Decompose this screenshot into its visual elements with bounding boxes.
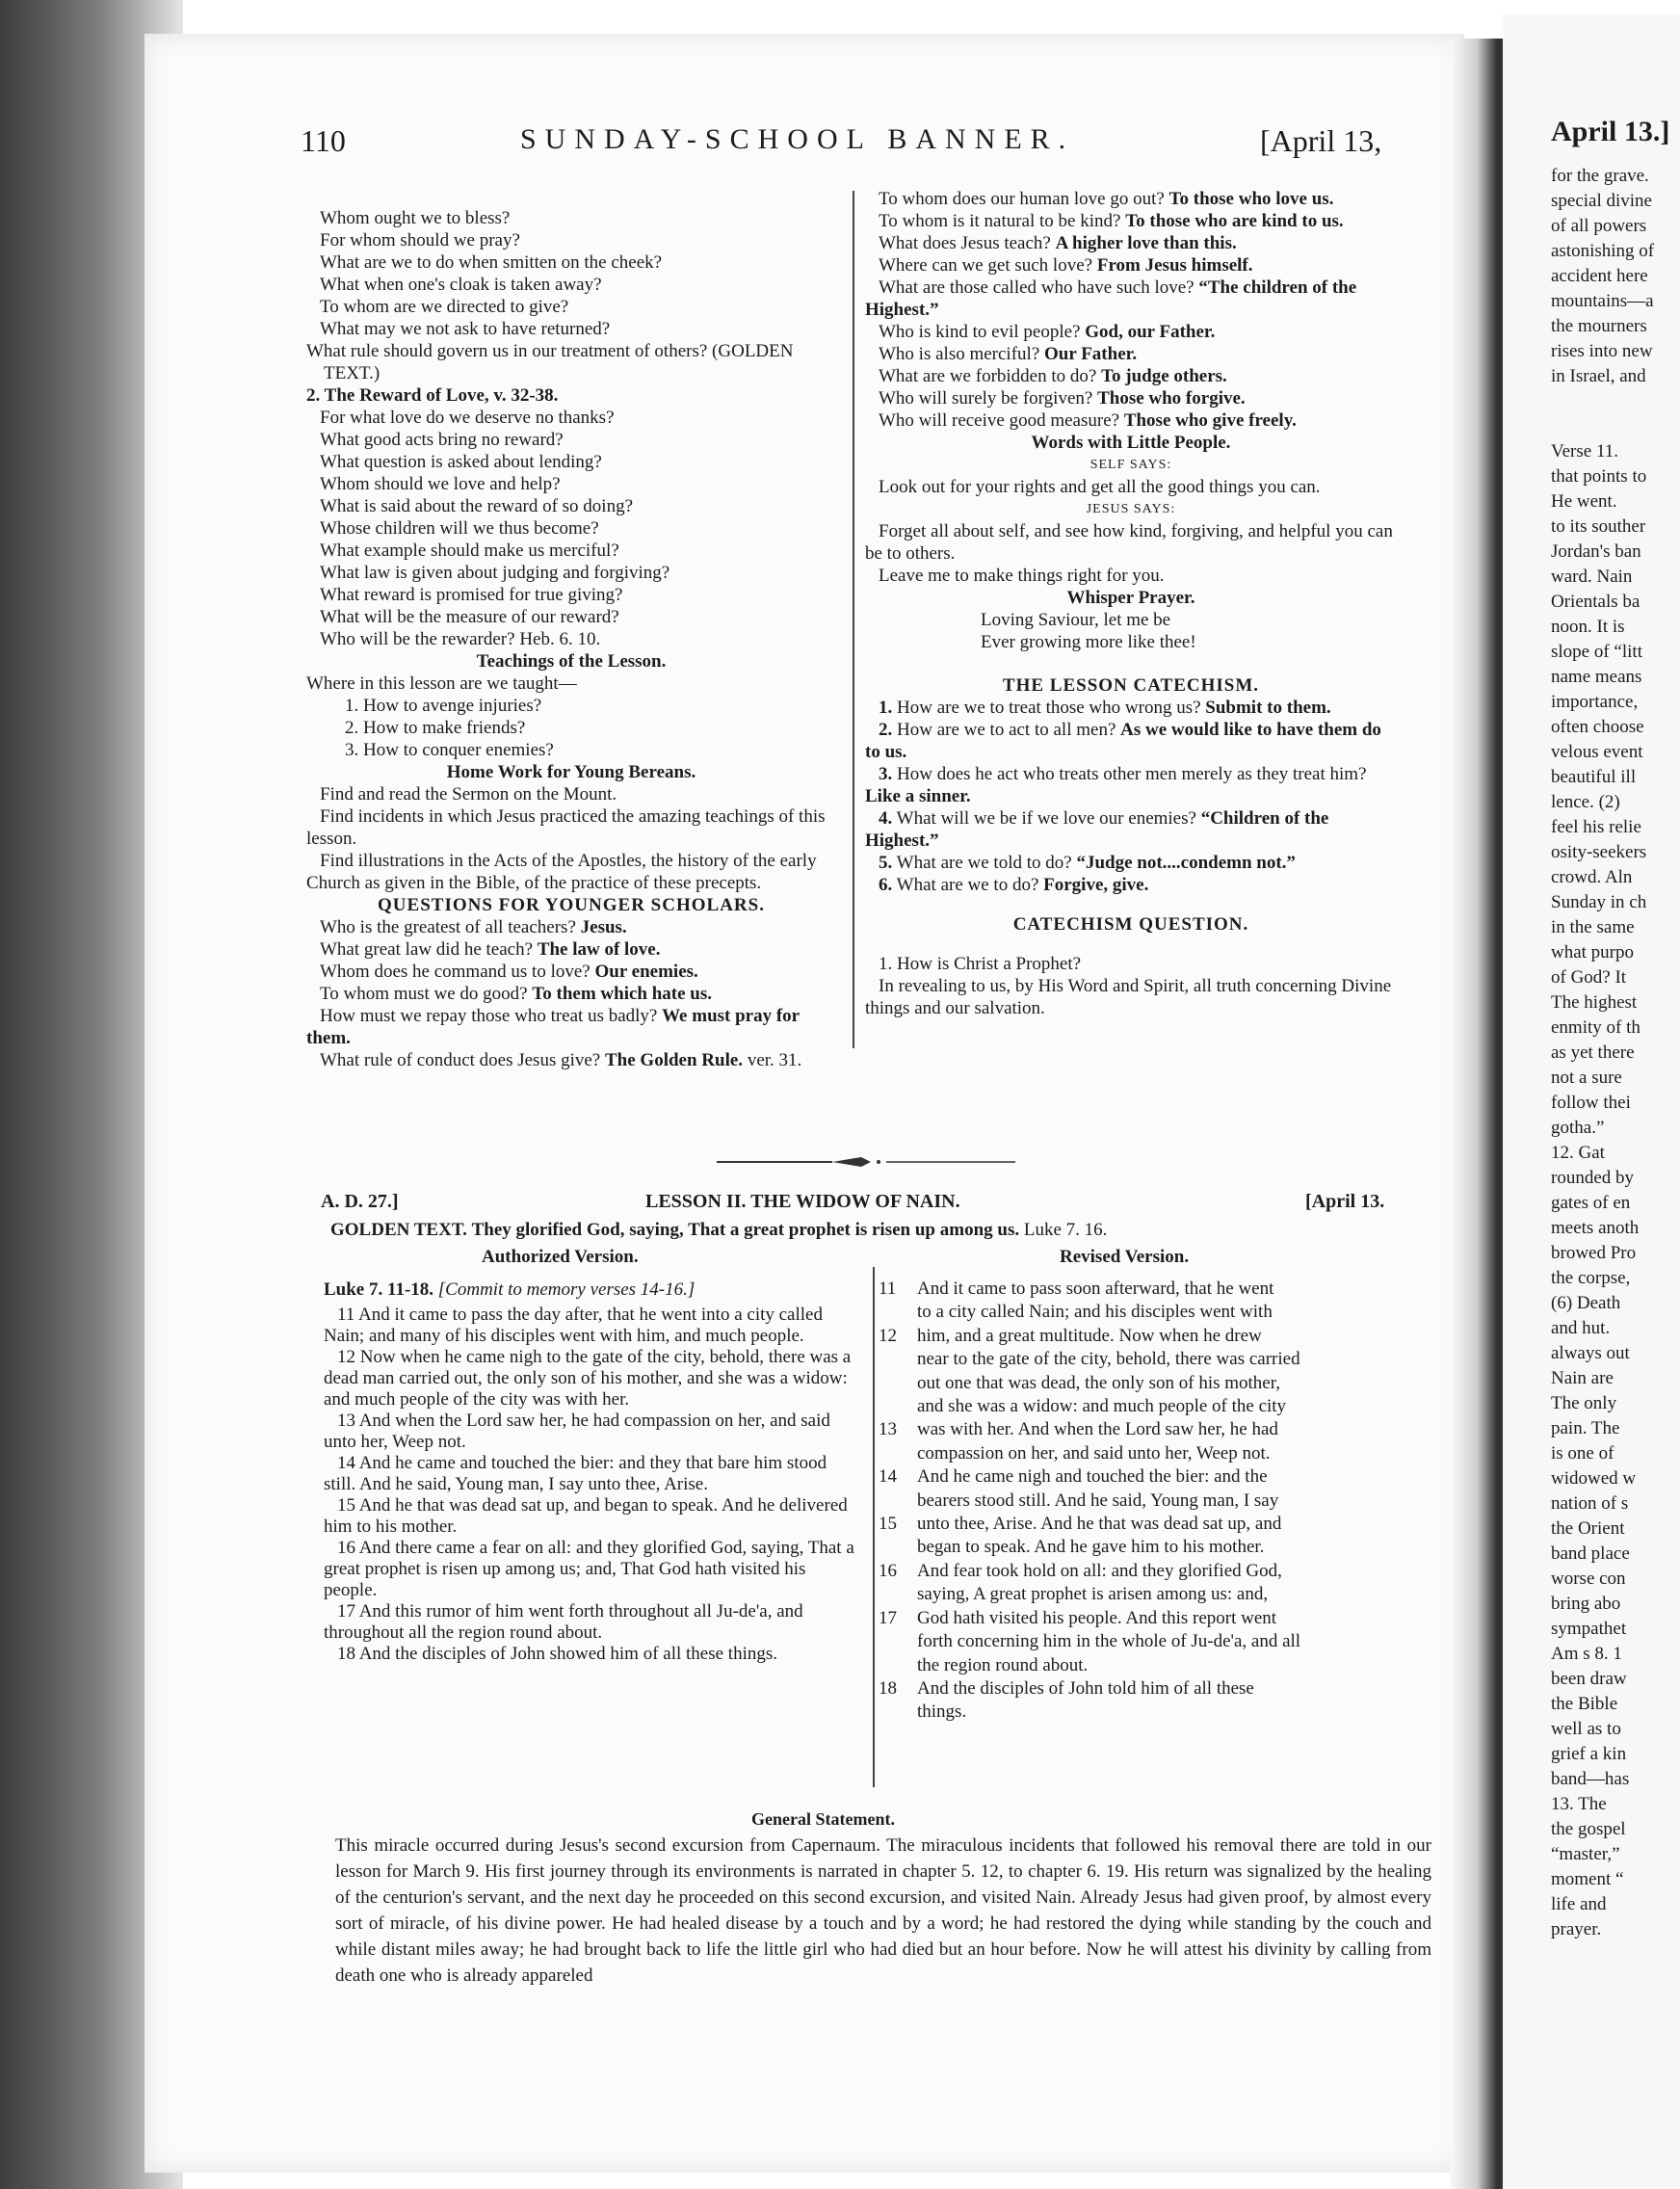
- verse-number: [879, 1701, 917, 1724]
- right-page-line: Nain are: [1551, 1368, 1614, 1388]
- verse-number: 16: [879, 1560, 897, 1581]
- verse-number: 17: [879, 1607, 897, 1628]
- catechism-answer: In revealing to us, by His Word and Spirit, all truth concerning Divine things and our salvation.: [865, 976, 1392, 1018]
- answer-text: Our Father.: [1044, 344, 1138, 364]
- answer-text: Forgive, give.: [1043, 875, 1149, 895]
- whisper-title: Whisper Prayer.: [1066, 588, 1195, 608]
- right-page-line: and hut.: [1551, 1318, 1611, 1338]
- verse-number: 18: [879, 1677, 897, 1699]
- right-page-line: The highest: [1551, 992, 1638, 1013]
- right-page-line: been draw: [1551, 1669, 1627, 1689]
- right-page-text: [1551, 164, 1654, 1942]
- right-page-line: as yet there: [1551, 1042, 1635, 1063]
- answer-text: To judge others.: [1101, 366, 1227, 386]
- question-text: How must we repay those who treat us badly?: [320, 1006, 658, 1026]
- prayer-line: Ever growing more like thee!: [981, 632, 1196, 652]
- right-page-line: in Israel, and: [1551, 366, 1646, 386]
- verse-text: near to the gate of the city, behold, there was carried: [917, 1349, 1300, 1370]
- right-page-line: Verse 11.: [1551, 441, 1618, 462]
- revised-line: [879, 1560, 1428, 1583]
- verse-number: [879, 1654, 917, 1677]
- homework-item: Find incidents in which Jesus practiced the amazing teachings of this lesson.: [306, 806, 826, 849]
- right-page-header: April 13.]: [1551, 116, 1670, 147]
- right-page-line: rounded by: [1551, 1168, 1635, 1188]
- revised-line: [879, 1395, 1428, 1418]
- verse-number: 15: [879, 1514, 897, 1535]
- catechism-question: 1. How is Christ a Prophet?: [879, 954, 1082, 974]
- right-page-line: well as to: [1551, 1719, 1621, 1739]
- question-text: Who is also merciful?: [879, 344, 1040, 364]
- question-text: Who will receive good measure?: [879, 410, 1120, 431]
- revised-line: [879, 1607, 1428, 1630]
- question-text: Who is the greatest of all teachers?: [320, 917, 576, 937]
- left-column: [306, 207, 836, 1071]
- teaching-item: 1. How to avenge injuries?: [345, 696, 542, 716]
- younger-qa-row: [306, 1049, 836, 1071]
- verse-text: saying, A great prophet is arisen among us: and,: [917, 1584, 1269, 1605]
- right-page-line: is one of: [1551, 1443, 1614, 1464]
- question-line: Whom should we love and help?: [320, 474, 561, 494]
- running-title: SUNDAY-SCHOOL BANNER.: [520, 123, 1075, 155]
- qa-row: [865, 365, 1397, 387]
- answer-text: Those who give freely.: [1123, 410, 1297, 431]
- right-page-line: always out: [1551, 1343, 1630, 1363]
- golden-text-line: [330, 1220, 1107, 1241]
- question-text: What are those called who have such love?: [879, 277, 1194, 298]
- verse-text: compassion on her, and said unto her, Weep not.: [917, 1442, 1271, 1464]
- verse-number: 12: [879, 1325, 897, 1346]
- question-text: Who will surely be forgiven?: [879, 388, 1093, 409]
- verse-text: and she was a widow: and much people of the city: [917, 1396, 1287, 1417]
- right-page-line: follow thei: [1551, 1093, 1631, 1113]
- golden-text: They glorified God, saying, That a great prophet is risen up among us.: [471, 1220, 1020, 1240]
- catechism-title: THE LESSON CATECHISM.: [1002, 675, 1260, 696]
- self-says-text: Look out for your rights and get all the good things you can.: [879, 477, 1321, 497]
- qa-row: [865, 409, 1397, 432]
- catechism-question-title: CATECHISM QUESTION.: [1012, 914, 1249, 935]
- jesus-says-label: JESUS SAYS:: [1086, 502, 1176, 516]
- revised-line: [879, 1654, 1428, 1677]
- right-page-line: nation of s: [1551, 1493, 1629, 1514]
- right-page-line: gates of en: [1551, 1193, 1631, 1213]
- right-page-line: pain. The: [1551, 1418, 1620, 1438]
- question-line: What good acts bring no reward?: [320, 430, 564, 450]
- qa-row: [865, 321, 1397, 343]
- revised-line: [879, 1583, 1428, 1606]
- revised-line: [879, 1513, 1428, 1536]
- verse-text: things.: [917, 1701, 967, 1723]
- verse-text: to a city called Nain; and his disciples went with: [917, 1302, 1273, 1323]
- catechism-row: [865, 874, 1397, 896]
- verse-text: out one that was dead, the only son of his mother,: [917, 1372, 1281, 1393]
- verse-text: was with her. And when the Lord saw her, he had: [917, 1419, 1278, 1440]
- right-page-line: that points to: [1551, 466, 1647, 487]
- revised-line: [879, 1325, 1428, 1348]
- right-page-line: The only: [1551, 1393, 1617, 1413]
- younger-qa-row: [306, 916, 836, 938]
- verse-text: bearers stood still. And he said, Young man, I say: [917, 1490, 1279, 1511]
- question-rule: What rule should govern us in our treatment of others? (GOLDEN TEXT.): [306, 341, 794, 383]
- right-page-line: in the same: [1551, 917, 1635, 937]
- revised-line: [879, 1418, 1428, 1441]
- question-text: Whom does he command us to love?: [320, 962, 591, 982]
- item-number: 6.: [879, 875, 893, 895]
- question-text: To whom must we do good?: [320, 984, 528, 1004]
- question-text: To whom is it natural to be kind?: [879, 211, 1121, 231]
- right-page-line: prayer.: [1551, 1919, 1602, 1939]
- revised-verses: [879, 1278, 1428, 1725]
- right-qa-list: [865, 188, 1397, 432]
- question-text: To whom does our human love go out?: [879, 189, 1165, 209]
- question-line: What example should make us merciful?: [320, 541, 619, 561]
- right-page-line: 13. The: [1551, 1794, 1607, 1814]
- question-text: What does Jesus teach?: [879, 233, 1051, 253]
- section-2-questions: [306, 407, 836, 650]
- answer-text: From Jesus himself.: [1096, 255, 1253, 276]
- verse-number: 13: [879, 1419, 897, 1440]
- whisper-prayer: [865, 609, 1397, 653]
- words-title: Words with Little People.: [1031, 433, 1231, 453]
- younger-qa-row: [306, 1005, 836, 1049]
- right-page-line: Orientals ba: [1551, 592, 1641, 612]
- authorized-version-label: Authorized Version.: [482, 1247, 639, 1267]
- revised-line: [879, 1348, 1428, 1371]
- younger-qa-row: [306, 983, 836, 1005]
- prayer-line: Loving Saviour, let me be: [981, 610, 1171, 630]
- right-page-line: importance,: [1551, 692, 1639, 712]
- answer-text: To those who are kind to us.: [1125, 211, 1344, 231]
- right-page-line: Jordan's ban: [1551, 541, 1641, 562]
- running-date: [April 13,: [1260, 123, 1382, 158]
- answer-text: Our enemies.: [594, 962, 698, 982]
- revised-version-label: Revised Version.: [1060, 1247, 1190, 1267]
- revised-version: [879, 1278, 1428, 1725]
- answer-text: Jesus.: [580, 917, 627, 937]
- answer-text: Those who forgive.: [1097, 388, 1246, 409]
- answer-tail: ver. 31.: [747, 1050, 802, 1070]
- question-line: For whom should we pray?: [320, 230, 520, 251]
- right-page-line: Sunday in ch: [1551, 892, 1647, 912]
- verse-text: forth concerning him in the whole of Ju-de'a, and all: [917, 1631, 1301, 1652]
- general-statement-body: This miracle occurred during Jesus's second excursion from Capernaum. The miraculous incidents that followed his removal there are told in our lesson for March 9. His first journey through its environments is narrated in chapter 5. 12, to chapter 6. 19. His return was signalized by the healing of the centurion's servant, and the next day he proceeded on this second excursion, and visited Nain. Already Jesus had given proof, by almost every sort of miracle, of his divine power. He had healed disease by a touch and by a word; he had restored the dying while standing by the couch and while distant miles away; he had brought back to life the little girl who had died but an hour before. Now he will attest his divinity by calling from death one who is already appareled: [335, 1835, 1431, 1986]
- question-line: What are we to do when smitten on the cheek?: [320, 252, 663, 273]
- right-page-line: grief a kin: [1551, 1744, 1627, 1764]
- question-line: What question is asked about lending?: [320, 452, 602, 472]
- right-page-line: gotha.”: [1551, 1118, 1605, 1138]
- memory-verses: [Commit to memory verses 14-16.]: [437, 1279, 696, 1300]
- verse-text: unto thee, Arise. And he that was dead sat up, and: [917, 1514, 1282, 1535]
- authorized-verse: 13 And when the Lord saw her, he had compassion on her, and said unto her, Weep not.: [324, 1411, 830, 1452]
- answer-text: We must pray for them.: [306, 1006, 800, 1048]
- right-page-line: feel his relie: [1551, 817, 1641, 837]
- question-text: How does he act who treats other men merely as they treat him?: [897, 764, 1367, 784]
- question-text: Who is kind to evil people?: [879, 322, 1081, 342]
- item-number: 5.: [879, 853, 893, 873]
- question-line: Whom ought we to bless?: [320, 208, 511, 228]
- right-page-line: the gospel: [1551, 1819, 1626, 1839]
- revised-line: [879, 1372, 1428, 1395]
- teaching-item: 3. How to conquer enemies?: [345, 740, 554, 760]
- jesus-says-line: Leave me to make things right for you.: [879, 566, 1165, 586]
- right-page-line: bring abo: [1551, 1594, 1621, 1614]
- section-2-title: 2. The Reward of Love, v. 32-38.: [306, 385, 559, 406]
- question-text: What great law did he teach?: [320, 939, 534, 960]
- authorized-verse: 11 And it came to pass the day after, that he went into a city called Nain; and many of his disciples went with him, and much people.: [324, 1305, 823, 1346]
- right-page-line: osity-seekers: [1551, 842, 1647, 862]
- authorized-verse: 18 And the disciples of John showed him of all these things.: [337, 1644, 778, 1664]
- question-text: How are we to act to all men?: [897, 720, 1116, 740]
- right-page-line: noon. It is: [1551, 617, 1625, 637]
- right-page-line: velous event: [1551, 742, 1643, 762]
- authorized-verse: 17 And this rumor of him went forth throughout all Ju-de'a, and throughout all the region round about.: [324, 1601, 803, 1643]
- verse-text: And the disciples of John told him of all these: [917, 1677, 1254, 1699]
- catechism-row: [865, 807, 1397, 852]
- answer-text: To those who love us.: [1168, 189, 1334, 209]
- verse-number: [879, 1395, 917, 1418]
- right-page-line: often choose: [1551, 717, 1644, 737]
- ornament-divider: [717, 1155, 1015, 1169]
- right-page-line: name means: [1551, 667, 1642, 687]
- younger-qa-row: [306, 961, 836, 983]
- lesson-date: [April 13.: [1305, 1191, 1385, 1212]
- verse-text: the region round about.: [917, 1654, 1089, 1675]
- revised-line: [879, 1278, 1428, 1301]
- catechism-row: [865, 697, 1397, 719]
- question-line: What will be the measure of our reward?: [320, 607, 619, 627]
- question-line: What is said about the reward of so doing?: [320, 496, 634, 516]
- right-page-line: moment “: [1551, 1869, 1624, 1889]
- authorized-verse: 12 Now when he came nigh to the gate of the city, behold, there was a dead man carried out, the only son of his mother, and she was a widow: and much people of the city was with her.: [324, 1347, 852, 1410]
- verse-number: [879, 1442, 917, 1465]
- younger-scholars-list: [306, 916, 836, 1071]
- question-line: What may we not ask to have returned?: [320, 319, 611, 339]
- right-page-line: slope of “litt: [1551, 642, 1642, 662]
- right-page-line: (6) Death: [1551, 1293, 1621, 1313]
- question-line: What when one's cloak is taken away?: [320, 275, 602, 295]
- lesson-year: A. D. 27.]: [321, 1191, 399, 1212]
- teachings-title: Teachings of the Lesson.: [476, 651, 667, 672]
- item-number: 2.: [879, 720, 893, 740]
- question-text: What are we to do?: [896, 875, 1039, 895]
- verse-number: [879, 1583, 917, 1606]
- verse-number: [879, 1301, 917, 1324]
- verse-text: him, and a great multitude. Now when he drew: [917, 1325, 1262, 1346]
- revised-line: [879, 1630, 1428, 1653]
- teaching-item: 2. How to make friends?: [345, 718, 526, 738]
- authorized-verses: [324, 1305, 863, 1665]
- jesus-says-text: [865, 520, 1397, 587]
- homework-item: Find and read the Sermon on the Mount.: [320, 784, 617, 804]
- jesus-says-line: Forget all about self, and see how kind, forgiving, and helpful you can be to others.: [865, 521, 1393, 564]
- right-page-line: the Bible: [1551, 1694, 1618, 1714]
- scripture-reference: Luke 7. 11-18.: [324, 1279, 434, 1300]
- question-text: How are we to treat those who wrong us?: [897, 698, 1201, 718]
- homework-item: Find illustrations in the Acts of the Apostles, the history of the early Church as given in the Bible, of the practice of these precepts.: [306, 851, 817, 893]
- golden-text-ref: Luke 7. 16.: [1023, 1220, 1108, 1240]
- homework-list: [306, 783, 836, 894]
- right-page-line: ward. Nain: [1551, 567, 1633, 587]
- item-number: 4.: [879, 808, 893, 829]
- self-says-label: SELF SAYS:: [1089, 458, 1172, 472]
- answer-text: As we would like to have them do to us.: [865, 720, 1381, 762]
- right-page-line: worse con: [1551, 1569, 1626, 1589]
- authorized-verse: 14 And he came and touched the bier: and they that bare him stood still. And he said, Young man, I say unto thee, Arise.: [324, 1453, 827, 1494]
- question-line: For what love do we deserve no thanks?: [320, 408, 615, 428]
- catechism-list: [865, 697, 1397, 896]
- revised-line: [879, 1301, 1428, 1324]
- revised-line: [879, 1490, 1428, 1513]
- right-page-line: 12. Gat: [1551, 1143, 1605, 1163]
- right-page-line: enmity of th: [1551, 1017, 1641, 1038]
- qa-row: [865, 188, 1397, 210]
- right-page-line: widowed w: [1551, 1468, 1637, 1489]
- younger-scholars-title: QUESTIONS FOR YOUNGER SCHOLARS.: [378, 895, 765, 915]
- item-number: 1.: [879, 698, 893, 718]
- right-page-line: Am s 8. 1: [1551, 1644, 1622, 1664]
- question-text: What rule of conduct does Jesus give?: [320, 1050, 601, 1070]
- catechism-row: [865, 763, 1397, 807]
- general-statement-title: General Statement.: [751, 1809, 895, 1829]
- younger-qa-row: [306, 938, 836, 961]
- scripture-reference-line: [324, 1279, 863, 1301]
- right-page-line: band—has: [1551, 1769, 1630, 1789]
- golden-text-label: GOLDEN TEXT.: [330, 1220, 467, 1240]
- question-line: To whom are we directed to give?: [320, 297, 569, 317]
- answer-text: “Children of the Highest.”: [865, 808, 1329, 851]
- verse-text: And it came to pass soon afterward, that he went: [917, 1279, 1274, 1299]
- teachings-list: [306, 695, 836, 761]
- qa-row: [865, 343, 1397, 365]
- catechism-row: [865, 719, 1397, 763]
- right-page-line: [1551, 414, 1654, 439]
- right-page-line: meets anoth: [1551, 1218, 1640, 1238]
- authorized-verse: 15 And he that was dead sat up, and began to speak. And he delivered him to his mother.: [324, 1495, 848, 1537]
- right-page-line: to its souther: [1551, 516, 1646, 537]
- revised-line: [879, 1677, 1428, 1701]
- verse-number: 11: [879, 1279, 897, 1299]
- homework-title: Home Work for Young Bereans.: [446, 762, 696, 782]
- qa-row: [865, 254, 1397, 277]
- right-page-line: the Orient: [1551, 1518, 1625, 1539]
- revised-line: [879, 1701, 1428, 1724]
- column-divider: [853, 191, 854, 1048]
- right-page-line: for the grave.: [1551, 166, 1649, 186]
- right-page-line: rises into new: [1551, 341, 1653, 361]
- right-page-line: mountains—a: [1551, 291, 1654, 311]
- right-page-line: not a sure: [1551, 1068, 1622, 1088]
- answer-text: “The children of the Highest.”: [865, 277, 1357, 320]
- lesson-title: LESSON II. THE WIDOW OF NAIN.: [645, 1191, 960, 1212]
- answer-text: “Judge not....condemn not.”: [1076, 853, 1296, 873]
- qa-row: [865, 210, 1397, 232]
- verse-number: [879, 1490, 917, 1513]
- question-line: Who will be the rewarder? Heb. 6. 10.: [320, 629, 601, 649]
- verse-number: [879, 1348, 917, 1371]
- catechism-row: [865, 852, 1397, 874]
- qa-row: [865, 387, 1397, 409]
- answer-text: A higher love than this.: [1055, 233, 1237, 253]
- right-page-line: of God? It: [1551, 967, 1627, 988]
- verse-number: 14: [879, 1466, 897, 1488]
- revised-line: [879, 1536, 1428, 1559]
- question-text: What will we be if we love our enemies?: [896, 808, 1196, 829]
- right-page-line: special divine: [1551, 191, 1652, 211]
- qa-row: [865, 232, 1397, 254]
- verse-number: [879, 1630, 917, 1653]
- verse-number: [879, 1536, 917, 1559]
- right-page-line: what purpo: [1551, 942, 1635, 963]
- verse-text: God hath visited his people. And this report went: [917, 1607, 1277, 1628]
- version-divider: [873, 1267, 875, 1787]
- right-page-line: browed Pro: [1551, 1243, 1637, 1263]
- question-line: What reward is promised for true giving?: [320, 585, 623, 605]
- authorized-version: [324, 1279, 863, 1665]
- question-text: What are we forbidden to do?: [879, 366, 1097, 386]
- verse-text: began to speak. And he gave him to his mother.: [917, 1537, 1265, 1558]
- right-page-line: astonishing of: [1551, 241, 1655, 261]
- page-number: 110: [301, 123, 346, 158]
- teachings-intro: Where in this lesson are we taught—: [306, 673, 577, 694]
- revised-line: [879, 1465, 1428, 1489]
- question-list-intro: [306, 207, 836, 340]
- answer-text: To them which hate us.: [532, 984, 713, 1004]
- verse-text: And fear took hold on all: and they glorified God,: [917, 1560, 1282, 1581]
- right-page-line: the mourners: [1551, 316, 1647, 336]
- question-text: What are we told to do?: [896, 853, 1072, 873]
- right-page-line: lence. (2): [1551, 792, 1620, 812]
- question-line: What law is given about judging and forgiving?: [320, 563, 670, 583]
- right-page-line: band place: [1551, 1543, 1630, 1564]
- item-number: 3.: [879, 764, 893, 784]
- answer-text: God, our Father.: [1085, 322, 1216, 342]
- authorized-verse: 16 And there came a fear on all: and they glorified God, saying, That a great prophet is risen up among us; and, That God hath visited his people.: [324, 1538, 854, 1600]
- right-page-line: [1551, 389, 1654, 414]
- right-page-line: crowd. Aln: [1551, 867, 1633, 887]
- answer-text: The law of love.: [537, 939, 661, 960]
- right-page-line: beautiful ill: [1551, 767, 1637, 787]
- right-page-line: of all powers: [1551, 216, 1647, 236]
- right-column: [865, 188, 1397, 1019]
- revised-line: [879, 1442, 1428, 1465]
- qa-row: [865, 277, 1397, 321]
- right-page-line: “master,”: [1551, 1844, 1620, 1864]
- answer-text: Like a sinner.: [865, 786, 971, 806]
- question-line: Whose children will we thus become?: [320, 518, 599, 539]
- verse-text: And he came nigh and touched the bier: and the: [917, 1466, 1268, 1488]
- right-page-line: accident here: [1551, 266, 1648, 286]
- question-text: Where can we get such love?: [879, 255, 1093, 276]
- right-page-line: the corpse,: [1551, 1268, 1631, 1288]
- right-page-line: life and: [1551, 1894, 1607, 1914]
- right-page-line: He went.: [1551, 491, 1617, 512]
- right-page: [1503, 14, 1680, 2189]
- answer-text: The Golden Rule.: [605, 1050, 744, 1070]
- answer-text: Submit to them.: [1205, 698, 1331, 718]
- right-page-line: sympathet: [1551, 1619, 1627, 1639]
- verse-number: [879, 1372, 917, 1395]
